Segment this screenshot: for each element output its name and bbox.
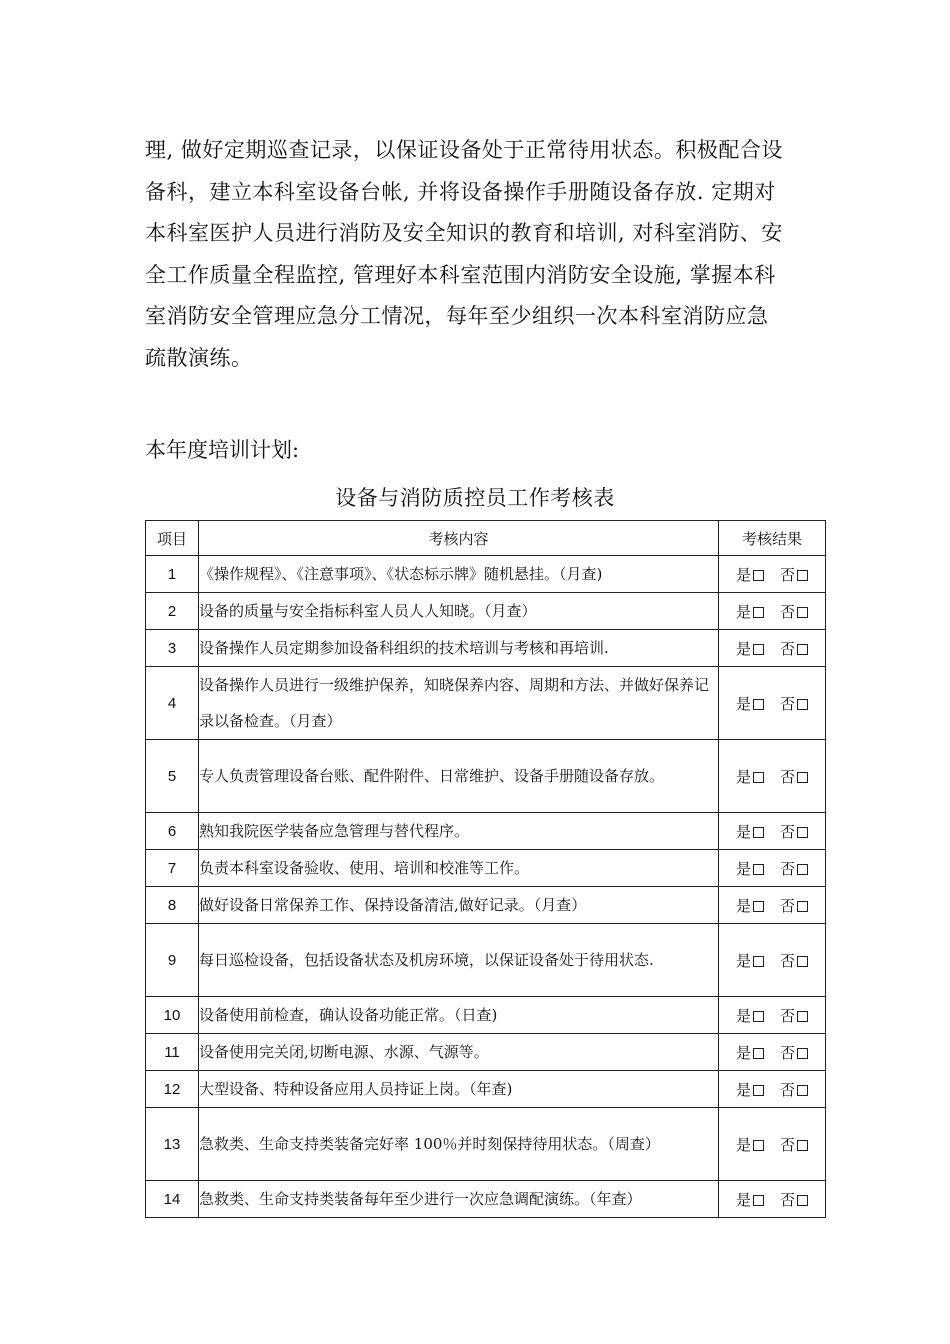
yes-option[interactable] (736, 693, 764, 714)
row-result (719, 1071, 826, 1108)
table-row (146, 667, 826, 740)
no-option[interactable] (780, 821, 808, 842)
row-content: 每日巡检设备，包括设备状态及机房环境，以保证设备处于待用状态. (199, 924, 719, 997)
no-option[interactable] (780, 1134, 808, 1155)
checkbox-icon[interactable] (797, 864, 808, 875)
checkbox-icon[interactable] (797, 827, 808, 838)
table-header-row (146, 521, 826, 556)
header-item: 项目 (146, 521, 199, 556)
no-option[interactable] (780, 766, 808, 787)
checkbox-icon[interactable] (753, 1048, 764, 1059)
row-content: 大型设备、特种设备应用人员持证上岗。（年查) (199, 1071, 719, 1108)
no-label: 否 (780, 767, 796, 786)
row-number: 4 (146, 667, 199, 740)
row-result (719, 556, 826, 593)
table-row (146, 1034, 826, 1071)
checkbox-icon[interactable] (797, 901, 808, 912)
table-title: 设备与消防质控员工作考核表 (335, 486, 615, 510)
yes-option[interactable] (736, 564, 764, 585)
no-option[interactable] (780, 1079, 808, 1100)
row-result (719, 740, 826, 813)
header-content: 考核内容 (199, 521, 719, 556)
paragraph-line: 室消防安全管理应急分工情况，每年至少组织一次本科室消防应急 (145, 304, 769, 328)
checkbox-icon[interactable] (797, 607, 808, 618)
table-row (146, 850, 826, 887)
yes-label: 是 (735, 1135, 751, 1154)
yes-label: 是 (735, 694, 751, 713)
yes-option[interactable] (736, 821, 764, 842)
row-content: 做好设备日常保养工作、保持设备清洁,做好记录。（月查） (199, 887, 719, 924)
table-row (146, 997, 826, 1034)
row-content: 急救类、生命支持类装备每年至少进行一次应急调配演练。（年查） (199, 1181, 719, 1218)
no-option[interactable] (780, 638, 808, 659)
paragraph-line: 疏散演练。 (145, 345, 253, 370)
checkbox-icon[interactable] (753, 570, 764, 581)
assessment-table (145, 520, 826, 1218)
checkbox-icon[interactable] (753, 827, 764, 838)
yes-option[interactable] (736, 1079, 764, 1100)
row-content: 熟知我院医学装备应急管理与替代程序。 (199, 813, 719, 850)
yes-option[interactable] (736, 1134, 764, 1155)
yes-option[interactable] (736, 950, 764, 971)
checkbox-icon[interactable] (753, 1195, 764, 1206)
no-option[interactable] (780, 1189, 808, 1210)
yes-option[interactable] (736, 1042, 764, 1063)
no-label: 否 (780, 602, 796, 621)
no-option[interactable] (780, 601, 808, 622)
no-option[interactable] (780, 1042, 808, 1063)
yes-label: 是 (735, 1190, 751, 1209)
row-result (719, 667, 826, 740)
row-result (719, 1181, 826, 1218)
table-row (146, 887, 826, 924)
checkbox-icon[interactable] (797, 1085, 808, 1096)
checkbox-icon[interactable] (797, 644, 808, 655)
row-number: 6 (146, 813, 199, 850)
row-content: 设备操作人员定期参加设备科组织的技术培训与考核和再培训. (199, 630, 719, 667)
yes-label: 是 (735, 951, 751, 970)
table-row (146, 556, 826, 593)
no-label: 否 (780, 1190, 796, 1209)
row-number: 5 (146, 740, 199, 813)
table-row (146, 813, 826, 850)
checkbox-icon[interactable] (753, 1085, 764, 1096)
yes-label: 是 (735, 1080, 751, 1099)
no-option[interactable] (780, 564, 808, 585)
yes-option[interactable] (736, 1005, 764, 1026)
no-label: 否 (780, 951, 796, 970)
row-result (719, 997, 826, 1034)
checkbox-icon[interactable] (753, 956, 764, 967)
training-plan-heading: 本年度培训计划: (145, 438, 300, 462)
checkbox-icon[interactable] (797, 1140, 808, 1151)
row-content: 急救类、生命支持类装备完好率 100％并时刻保持待用状态。（周查） (199, 1108, 719, 1181)
no-option[interactable] (780, 895, 808, 916)
checkbox-icon[interactable] (753, 699, 764, 710)
no-label: 否 (780, 1135, 796, 1154)
yes-label: 是 (735, 565, 751, 584)
yes-option[interactable] (736, 638, 764, 659)
paragraph-line: 全工作质量全程监控, 管理好本科室范围内消防安全设施, 掌握本科 (145, 262, 776, 287)
row-number: 3 (146, 630, 199, 667)
row-content: 《操作规程》、《注意事项》、《状态标示牌》随机悬挂。（月查) (199, 556, 719, 593)
paragraph-line: 备科，建立本科室设备台帐, 并将设备操作手册随设备存放. 定期对 (145, 179, 776, 204)
no-label: 否 (780, 822, 796, 841)
row-result (719, 924, 826, 997)
no-label: 否 (780, 694, 796, 713)
row-number: 1 (146, 556, 199, 593)
checkbox-icon[interactable] (753, 607, 764, 618)
checkbox-icon[interactable] (753, 1011, 764, 1022)
checkbox-icon[interactable] (797, 1195, 808, 1206)
yes-label: 是 (735, 1043, 751, 1062)
row-result (719, 850, 826, 887)
yes-option[interactable] (736, 601, 764, 622)
table-row (146, 593, 826, 630)
row-number: 12 (146, 1071, 199, 1108)
checkbox-icon[interactable] (797, 570, 808, 581)
row-number: 9 (146, 924, 199, 997)
yes-label: 是 (735, 896, 751, 915)
yes-label: 是 (735, 1006, 751, 1025)
no-label: 否 (780, 1043, 796, 1062)
row-content: 负责本科室设备验收、使用、培训和校准等工作。 (199, 850, 719, 887)
table-row (146, 1108, 826, 1181)
no-label: 否 (780, 639, 796, 658)
row-result (719, 887, 826, 924)
yes-label: 是 (735, 767, 751, 786)
checkbox-icon[interactable] (797, 772, 808, 783)
no-option[interactable] (780, 693, 808, 714)
row-result (719, 593, 826, 630)
row-content: 专人负责管理设备台账、配件附件、日常维护、设备手册随设备存放。 (199, 740, 719, 813)
table-row (146, 924, 826, 997)
table-row (146, 1181, 826, 1218)
no-option[interactable] (780, 1005, 808, 1026)
row-number: 13 (146, 1108, 199, 1181)
checkbox-icon[interactable] (797, 1048, 808, 1059)
row-result (719, 813, 826, 850)
checkbox-icon[interactable] (753, 901, 764, 912)
row-result (719, 1034, 826, 1071)
yes-label: 是 (735, 602, 751, 621)
table-row (146, 630, 826, 667)
row-number: 2 (146, 593, 199, 630)
body-paragraph (145, 130, 810, 379)
row-number: 7 (146, 850, 199, 887)
row-number: 10 (146, 997, 199, 1034)
checkbox-icon[interactable] (753, 1140, 764, 1151)
checkbox-icon[interactable] (753, 864, 764, 875)
no-label: 否 (780, 859, 796, 878)
yes-option[interactable] (736, 1189, 764, 1210)
checkbox-icon[interactable] (797, 1011, 808, 1022)
no-label: 否 (780, 1006, 796, 1025)
table-row (146, 740, 826, 813)
row-content: 设备的质量与安全指标科室人员人人知晓。（月查） (199, 593, 719, 630)
row-content: 设备使用完关闭,切断电源、水源、气源等。 (199, 1034, 719, 1071)
yes-option[interactable] (736, 766, 764, 787)
no-option[interactable] (780, 858, 808, 879)
yes-label: 是 (735, 822, 751, 841)
paragraph-line: 理, 做好定期巡查记录，以保证设备处于正常待用状态。积极配合设 (145, 138, 783, 162)
row-content: 设备使用前检查，确认设备功能正常。（日查) (199, 997, 719, 1034)
paragraph-line: 本科室医护人员进行消防及安全知识的教育和培训, 对科室消防、安 (145, 221, 783, 245)
row-result (719, 630, 826, 667)
checkbox-icon[interactable] (797, 699, 808, 710)
row-number: 8 (146, 887, 199, 924)
checkbox-icon[interactable] (753, 644, 764, 655)
row-result (719, 1108, 826, 1181)
checkbox-icon[interactable] (797, 956, 808, 967)
yes-option[interactable] (736, 858, 764, 879)
yes-label: 是 (735, 859, 751, 878)
no-label: 否 (780, 896, 796, 915)
table-row (146, 1071, 826, 1108)
yes-label: 是 (735, 639, 751, 658)
header-result: 考核结果 (719, 521, 826, 556)
row-number: 14 (146, 1181, 199, 1218)
row-number: 11 (146, 1034, 199, 1071)
no-label: 否 (780, 565, 796, 584)
no-option[interactable] (780, 950, 808, 971)
no-label: 否 (780, 1080, 796, 1099)
checkbox-icon[interactable] (753, 772, 764, 783)
row-content: 设备操作人员进行一级维护保养，知晓保养内容、周期和方法、并做好保养记录以备检查。（月查） (199, 667, 719, 740)
yes-option[interactable] (736, 895, 764, 916)
